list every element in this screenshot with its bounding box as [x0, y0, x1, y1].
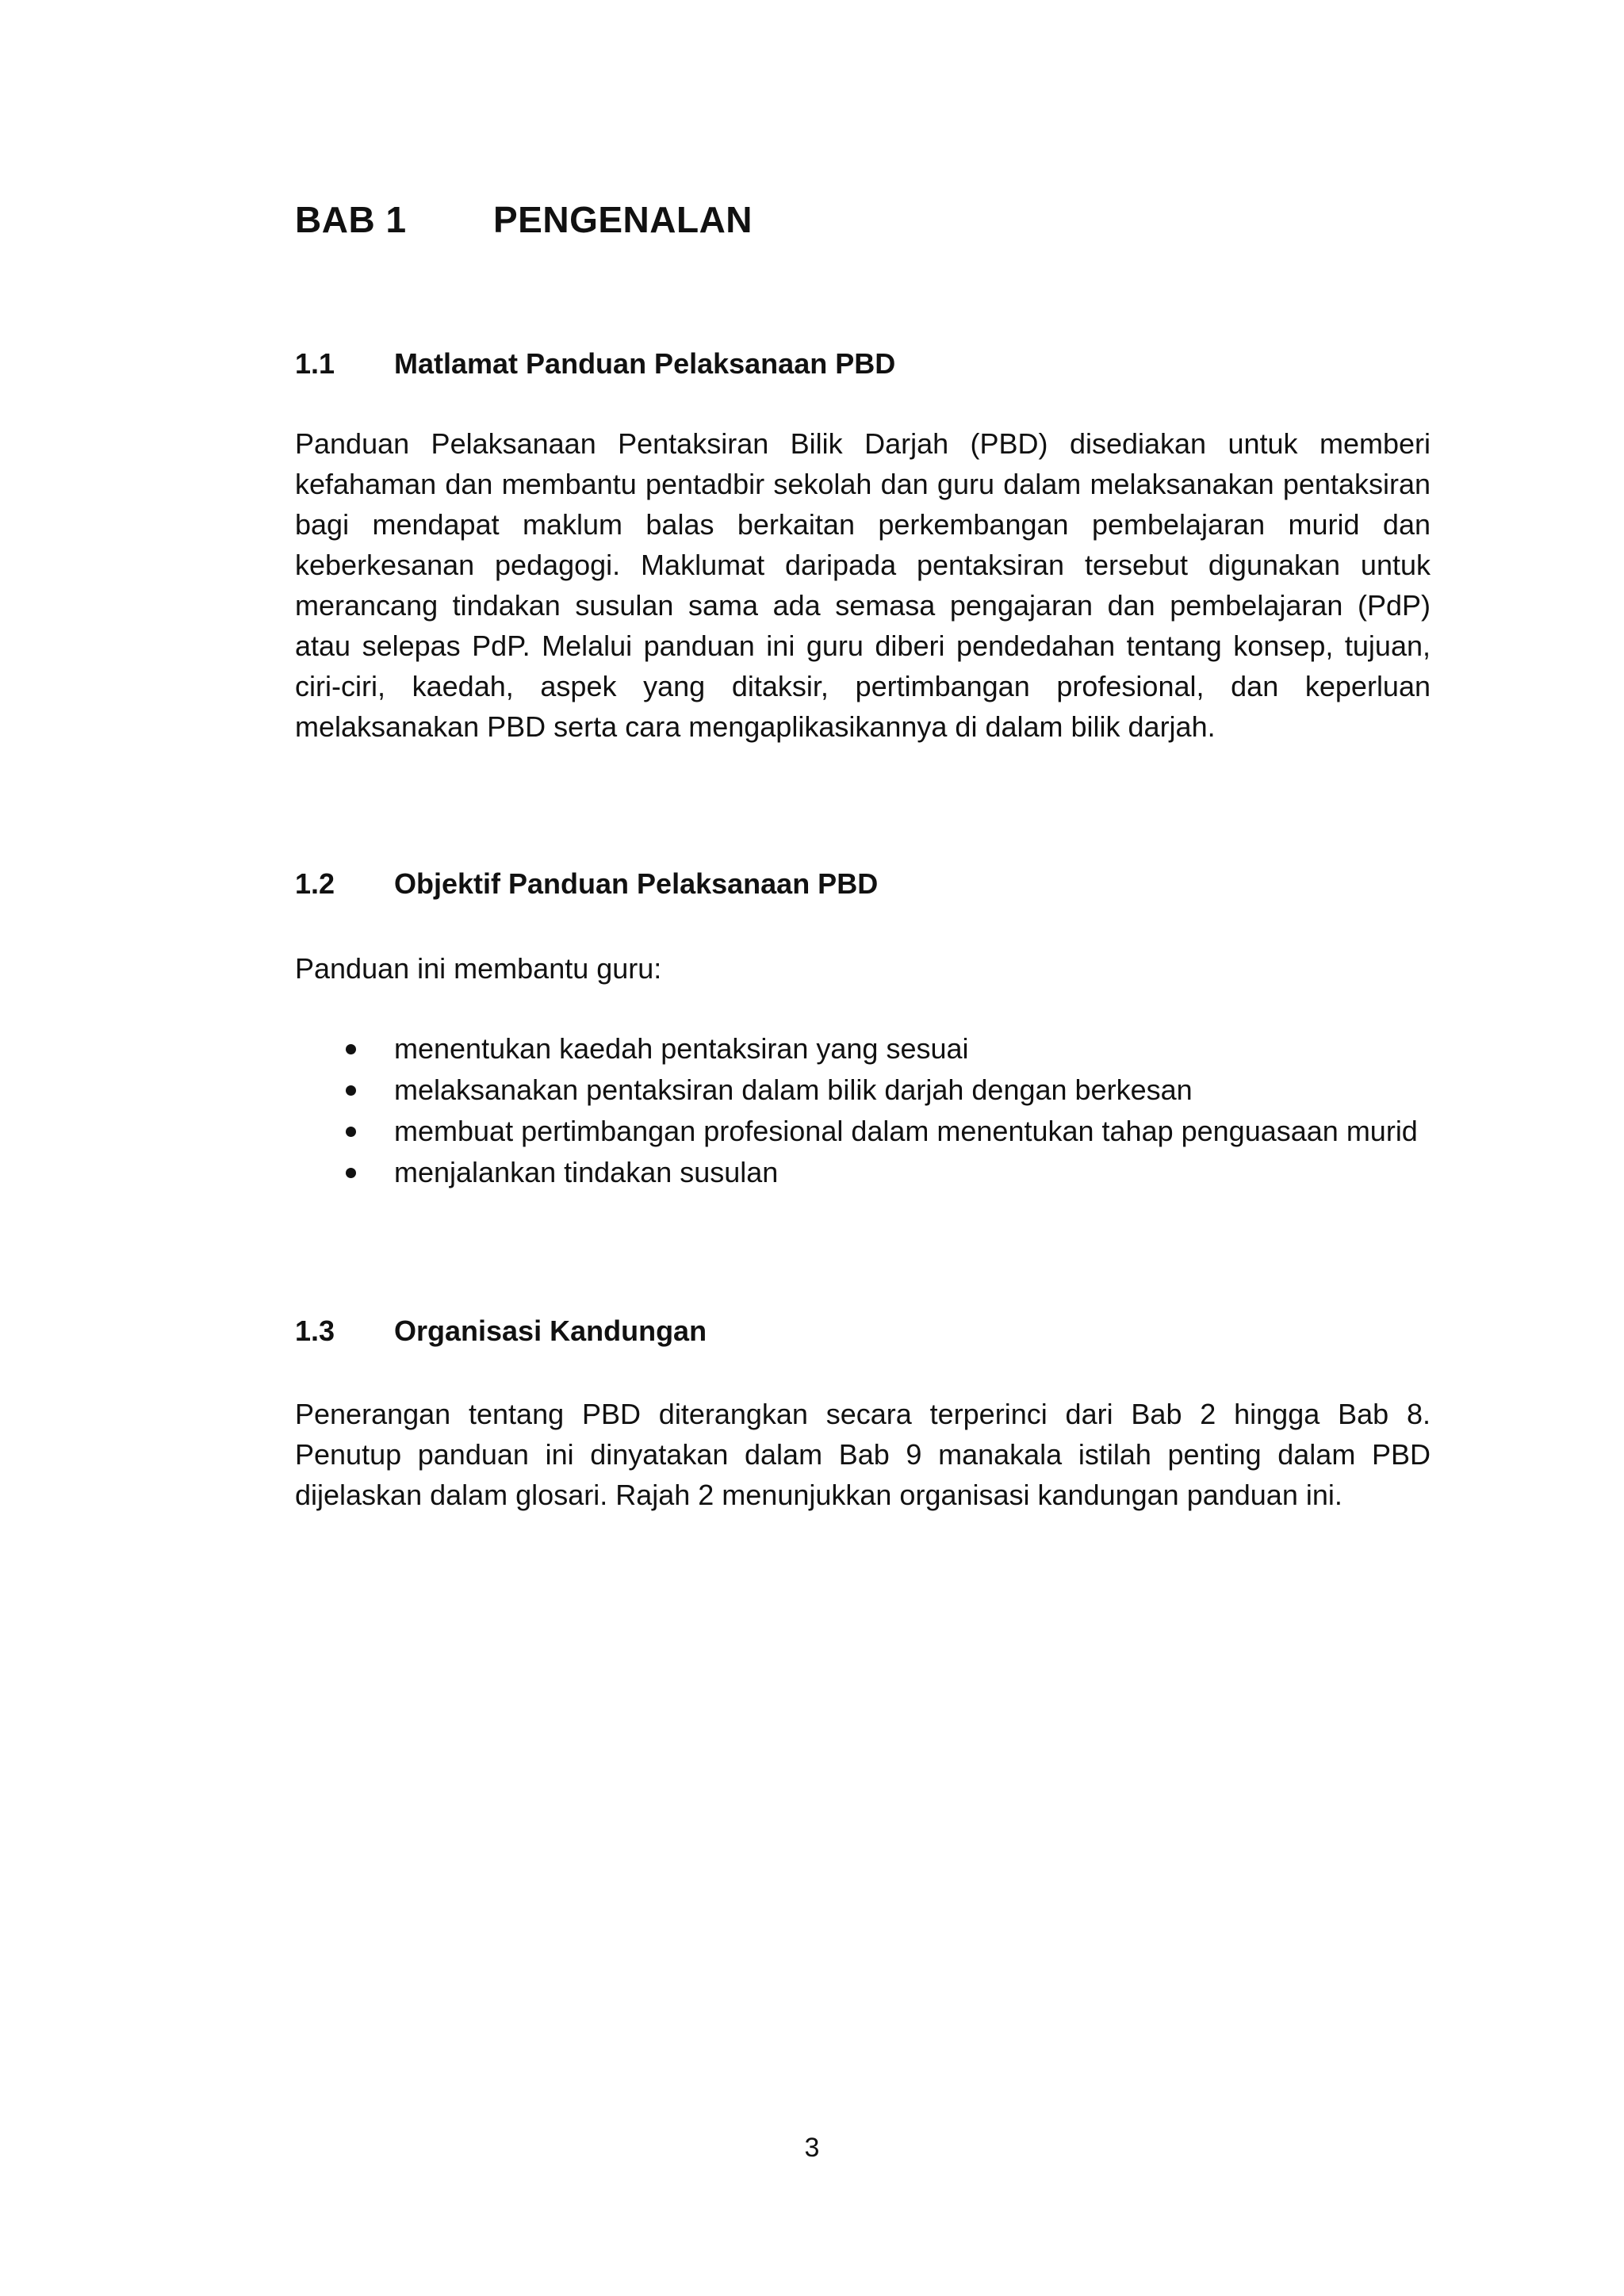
list-item-text: menentukan kaedah pentaksiran yang sesuai	[394, 1032, 969, 1065]
chapter-title	[295, 198, 753, 241]
list-item-text: melaksanakan pentaksiran dalam bilik darjah dengan berkesan	[394, 1073, 1193, 1106]
list-item-text: membuat pertimbangan profesional dalam menentukan tahap penguasaan murid	[394, 1115, 1418, 1147]
section-heading-1-2	[295, 867, 878, 901]
section-number: 1.1	[295, 347, 335, 380]
page-number: 3	[804, 2133, 820, 2163]
chapter-number: BAB 1	[295, 199, 407, 240]
bullet-icon	[346, 1085, 356, 1096]
document-page	[295, 0, 1431, 2296]
section-title: Organisasi Kandungan	[394, 1314, 707, 1347]
section-1-3-paragraph: Penerangan tentang PBD diterangkan secara terperinci dari Bab 2 hingga Bab 8. Penutup panduan ini dinyatakan dalam Bab 9 manakala istilah penting dalam PBD dijelaskan dalam glosari. Rajah 2 menunjukkan organisasi kandungan panduan ini.	[295, 1398, 1431, 1511]
section-number: 1.2	[295, 867, 335, 900]
section-heading-1-1	[295, 347, 895, 381]
list-item	[295, 1070, 1431, 1111]
section-1-1-paragraph: Panduan Pelaksanaan Pentaksiran Bilik Darjah (PBD) disediakan untuk memberi kefahaman dan membantu pentadbir sekolah dan guru dalam melaksanakan pentaksiran bagi mendapat maklum balas berkaitan perkembangan pembelajaran murid dan keberkesanan pedagogi. Maklumat daripada pentaksiran tersebut digunakan untuk merancang tindakan susulan sama ada semasa pengajaran dan pembelajaran (PdP) atau selepas PdP. Melalui panduan ini guru diberi pendedahan tentang konsep, tujuan, ciri-ciri, kaedah, aspek yang ditaksir, pertimbangan profesional, dan keperluan melaksanakan PBD serta cara mengaplikasikannya di dalam bilik darjah.	[295, 427, 1431, 743]
objectives-list	[295, 1028, 1431, 1193]
section-heading-1-3	[295, 1314, 707, 1348]
section-1-2-intro: Panduan ini membantu guru:	[295, 952, 662, 985]
section-title: Objektif Panduan Pelaksanaan PBD	[394, 867, 879, 900]
list-item-text: menjalankan tindakan susulan	[394, 1156, 779, 1188]
section-number: 1.3	[295, 1314, 335, 1347]
list-item	[295, 1152, 1431, 1193]
chapter-name: PENGENALAN	[493, 199, 753, 240]
list-item	[295, 1111, 1431, 1152]
bullet-icon	[346, 1044, 356, 1054]
bullet-icon	[346, 1168, 356, 1178]
section-title: Matlamat Panduan Pelaksanaan PBD	[394, 347, 896, 380]
bullet-icon	[346, 1127, 356, 1137]
list-item	[295, 1028, 1431, 1070]
